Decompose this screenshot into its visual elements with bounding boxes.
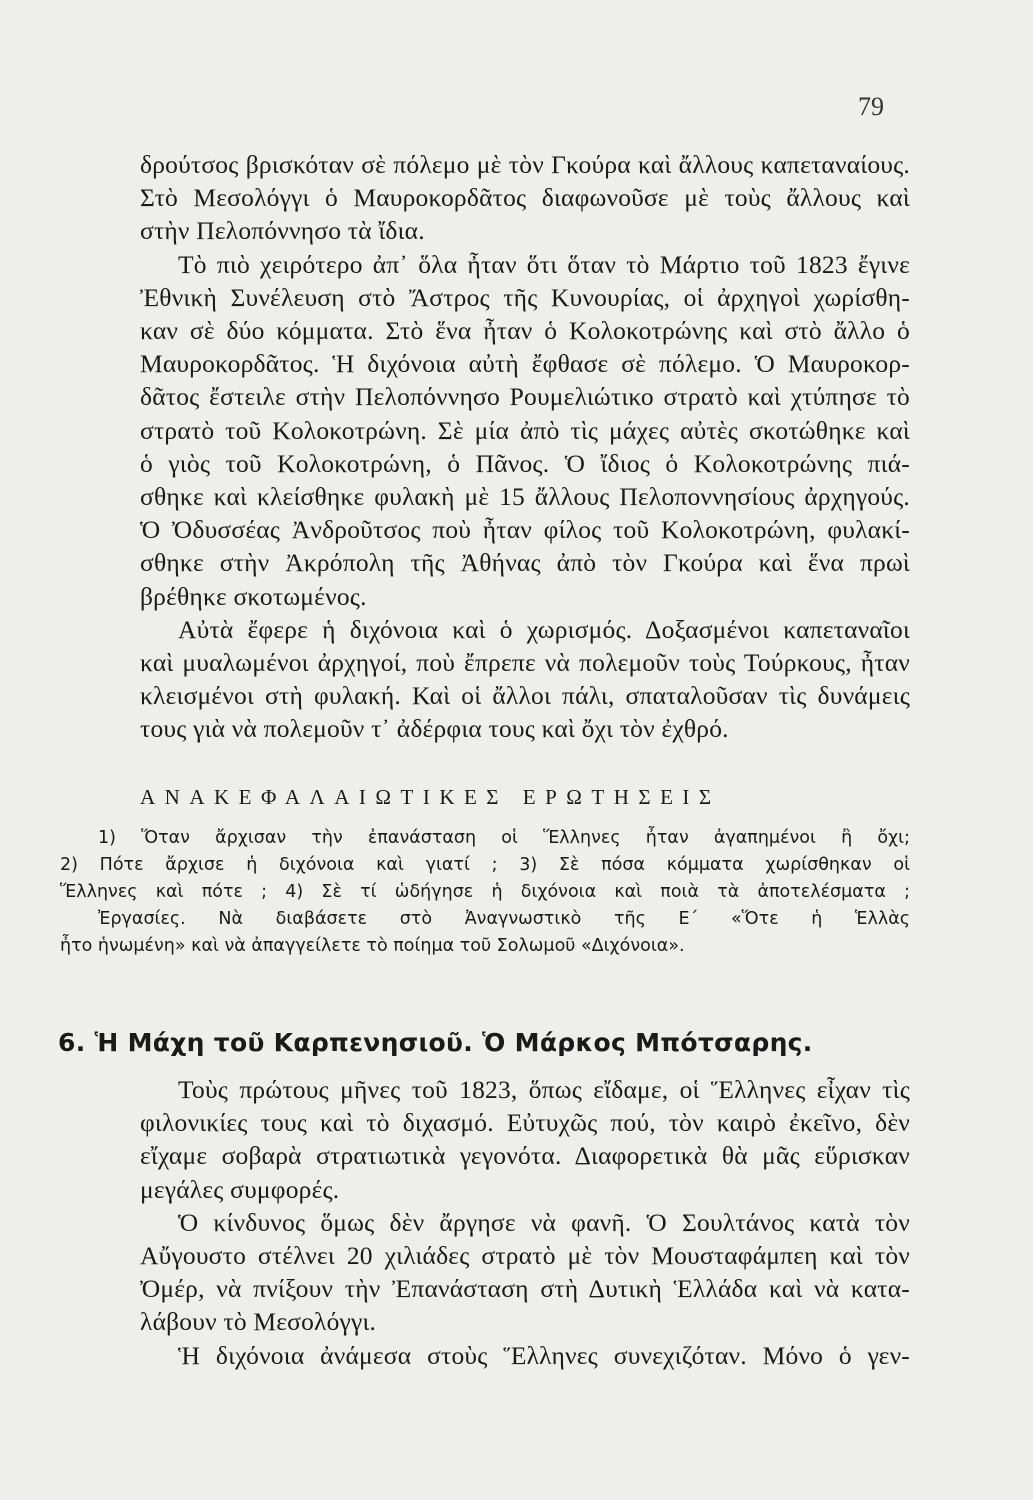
text-line: καὶ μυαλωμένοι ἀρχηγοί, ποὺ ἔπρεπε νὰ πολεμοῦν τοὺς Τούρκους, ἦταν [140, 648, 910, 678]
text-line: Τὸ πιὸ χειρότερο ἀπ᾿ ὅλα ἦταν ὅτι ὅταν τὸ Μάρτιο τοῦ 1823 ἔγινε [178, 249, 910, 279]
text-line: στρατὸ τοῦ Κολοκοτρώνη. Σὲ μία ἀπὸ τὶς μάχες αὐτὲς σκοτώθηκε καὶ [140, 415, 910, 445]
text-line: Ἡ διχόνοια ἀνάμεσα στοὺς Ἕλληνες συνεχιζόταν. Μόνο ὁ γεν- [178, 1340, 910, 1370]
text-line: Αὐτὰ ἔφερε ἡ διχόνοια καὶ ὁ χωρισμός. Δοξασμένοι καπεταναῖοι [178, 614, 910, 644]
text-line: Ὁ κίνδυνος ὅμως δὲν ἄργησε νὰ φανῆ. Ὁ Σουλτάνος κατὰ τὸν [178, 1207, 910, 1237]
text-line: τους γιὰ νὰ πολεμοῦν τ᾿ ἀδέρφια τους καὶ ὄχι τὸν ἐχθρό. [140, 714, 729, 744]
section-two-text [140, 1073, 910, 1372]
text-line: κλεισμένοι στὴ φυλακή. Καὶ οἱ ἄλλοι πάλι, σπαταλοῦσαν τὶς δυνάμεις [140, 681, 910, 711]
question-line: 2) Πότε ἄρχισε ἡ διχόνοια καὶ γιατί ; 3) Σὲ πόσα κόμματα χωρίσθηκαν οἱ [60, 855, 910, 875]
question-line: Ἕλληνες καὶ πότε ; 4) Σὲ τί ὡδήγησε ἡ διχόνοια καὶ ποιὰ τὰ ἀποτελέσματα ; [60, 882, 910, 902]
exercises-line: Ἐργασίες. Νὰ διαβάσετε στὸ Ἀναγνωστικὸ τῆς Ε΄ «Ὅτε ἡ Ἑλλὰς [98, 909, 910, 929]
review-questions [60, 825, 910, 960]
text-line: σθηκε στὴν Ἀκρόπολη τῆς Ἀθήνας ἀπὸ τὸν Γκούρα καὶ ἕνα πρωὶ [140, 548, 910, 578]
text-line: Ἐθνικὴ Συνέλευση στὸ Ἄστρος τῆς Κυνουρίας, οἱ ἀρχηγοὶ χωρίσθη- [140, 282, 910, 312]
page-number: 79 [858, 92, 884, 121]
text-line: δρούτσος βρισκόταν σὲ πόλεμο μὲ τὸν Γκούρα καὶ ἄλλους καπεταναίους. [140, 150, 910, 179]
section-one-text [140, 148, 910, 746]
text-line: βρέθηκε σκοτωμένος. [140, 581, 367, 611]
questions-heading: ΑΝΑΚΕΦΑΛΑΙΩΤΙΚΕΣ ΕΡΩΤΗΣΕΙΣ [140, 785, 721, 809]
text-line: Αὔγουστο στέλνει 20 χιλιάδες στρατὸ μὲ τὸν Μουσταφάμπεη καὶ τὸν [140, 1241, 910, 1271]
text-line: λάβουν τὸ Μεσολόγγι. [140, 1307, 377, 1337]
text-line: εἴχαμε σοβαρὰ στρατιωτικὰ γεγονότα. Διαφορετικὰ θὰ μᾶς εὕρισκαν [140, 1141, 910, 1171]
text-line: Ὁ Ὀδυσσέας Ἀνδροῦτσος ποὺ ἦταν φίλος τοῦ Κολοκοτρώνη, φυλακί- [140, 515, 910, 545]
text-line: μεγάλες συμφορές. [140, 1174, 340, 1204]
text-line: ὁ γιὸς τοῦ Κολοκοτρώνη, ὁ Πᾶνος. Ὁ ἴδιος ὁ Κολοκοτρώνης πιά- [140, 448, 910, 478]
text-line: Μαυροκορδᾶτος. Ἡ διχόνοια αὐτὴ ἔφθασε σὲ πόλεμο. Ὁ Μαυροκορ- [140, 349, 910, 379]
exercises-line: ἦτο ἡνωμένη» καὶ νὰ ἀπαγγείλετε τὸ ποίημα τοῦ Σολωμοῦ «Διχόνοια». [60, 936, 685, 956]
text-line: Στὸ Μεσολόγγι ὁ Μαυροκορδᾶτος διαφωνοῦσε μὲ τοὺς ἄλλους καὶ [140, 183, 910, 213]
text-line: δᾶτος ἔστειλε στὴν Πελοπόννησο Ρουμελιώτικο στρατὸ καὶ χτύπησε τὸ [140, 382, 910, 412]
text-line: σθηκε καὶ κλείσθηκε φυλακὴ μὲ 15 ἄλλους Πελοποννησίους ἀρχηγούς. [140, 482, 910, 512]
text-line: φιλονικίες τους καὶ τὸ διχασμό. Εὐτυχῶς πού, τὸν καιρὸ ἐκεῖνο, δὲν [140, 1108, 910, 1138]
text-line: Τοὺς πρώτους μῆνες τοῦ 1823, ὅπως εἴδαμε, οἱ Ἕλληνες εἶχαν τὶς [178, 1075, 910, 1104]
text-line: καν σὲ δύο κόμματα. Στὸ ἕνα ἦταν ὁ Κολοκοτρώνης καὶ στὸ ἄλλο ὁ [140, 316, 910, 346]
text-line: στὴν Πελοπόννησο τὰ ἴδια. [140, 216, 425, 246]
question-line: 1) Ὅταν ἄρχισαν τὴν ἐπανάσταση οἱ Ἕλληνες ἦταν ἀγαπημένοι ἢ ὄχι; [98, 828, 910, 848]
text-line: Ὀμέρ, νὰ πνίξουν τὴν Ἐπανάσταση στὴ Δυτικὴ Ἑλλάδα καὶ νὰ κατα- [140, 1274, 910, 1304]
chapter-title: 6. Ἡ Μάχη τοῦ Καρπενησιοῦ. Ὁ Μάρκος Μπότσαρης. [58, 1028, 813, 1057]
